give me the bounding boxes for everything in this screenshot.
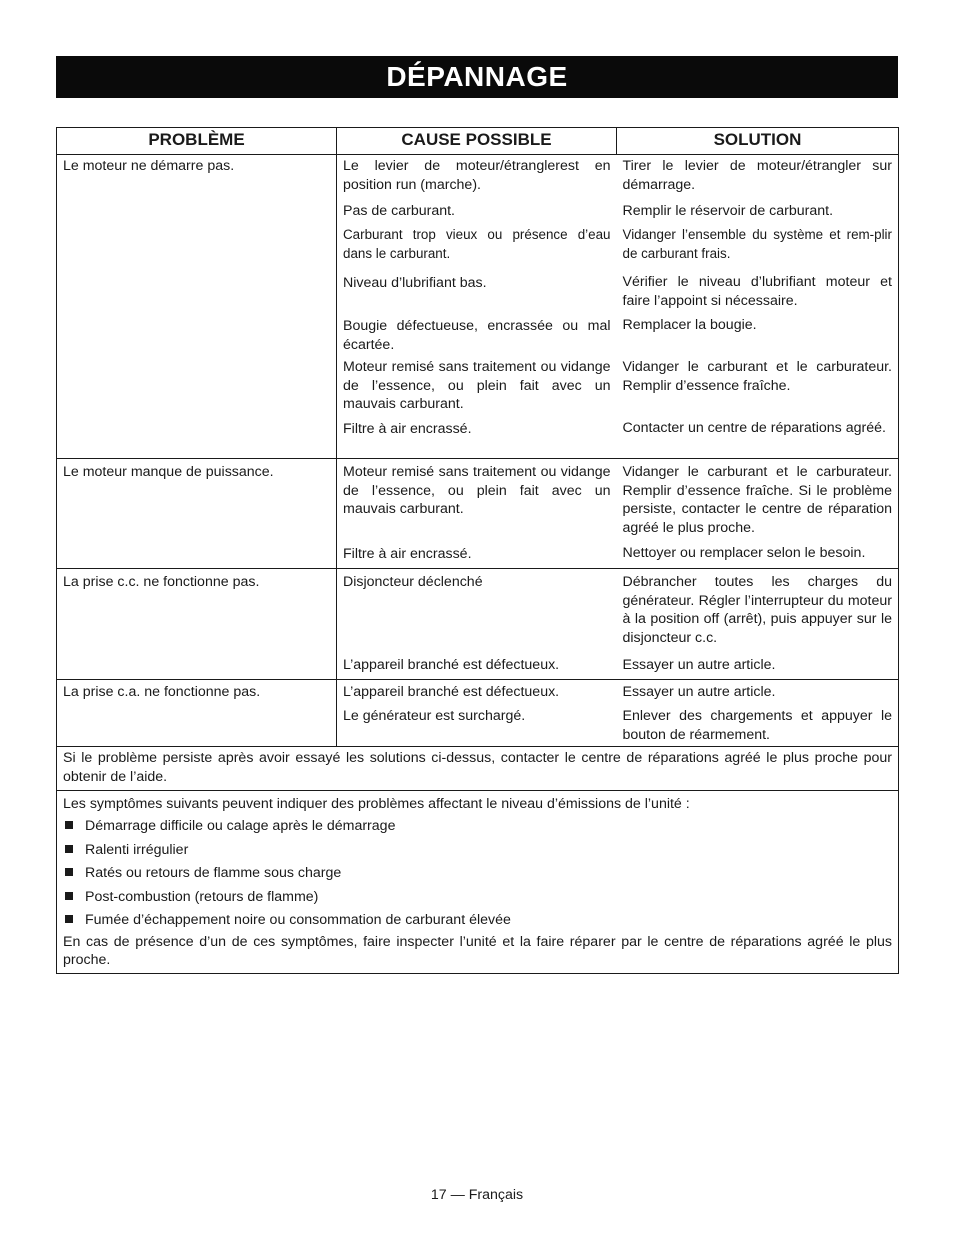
list-item: [63, 886, 892, 910]
header-solution: SOLUTION: [617, 128, 899, 155]
symptom-text: Ratés ou retours de flamme sous charge: [85, 865, 342, 881]
cause-text: L’appareil branché est défectueux.: [343, 684, 560, 700]
cause-text: Le levier de moteur/étranglerest en position run (marche).: [343, 158, 611, 193]
cause-solution-group: [337, 155, 899, 459]
problem-cell: [57, 155, 337, 459]
solution-text: Essayer un autre article.: [622, 657, 776, 673]
solution-text: Nettoyer ou remplacer selon le besoin.: [622, 545, 866, 561]
table-row: [57, 747, 899, 791]
symptom-text: Fumée d’échappement noire ou consommation de carburant élevée: [85, 912, 511, 928]
cause-text: Moteur remisé sans traitement ou vidange de l’essence, ou plein fait avec un mauvais carburant.: [343, 359, 611, 412]
cause-text: Pas de carburant.: [343, 203, 455, 219]
list-item: [63, 815, 892, 839]
symptom-text: Démarrage difficile ou calage après le démarrage: [85, 818, 396, 834]
list-item: [63, 839, 892, 863]
problem-cell: [57, 569, 337, 680]
cause-text: Niveau d’lubrifiant bas.: [343, 275, 487, 291]
solution-text: Vidanger l’ensemble du système et rem-plir de carburant frais.: [622, 227, 892, 261]
square-bullet-icon: [65, 821, 73, 829]
solution-text: Tirer le levier de moteur/étrangler sur démarrage.: [622, 158, 892, 193]
page-title-bar: [56, 56, 898, 98]
cause-text: Moteur remisé sans traitement ou vidange de l’essence, ou plein fait avec un mauvais carburant.: [343, 464, 611, 517]
solution-text: Remplacer la bougie.: [622, 317, 757, 333]
table-row: [57, 459, 899, 569]
emissions-intro: Les symptômes suivants peuvent indiquer des problèmes affectant le niveau d’émissions de l’unité :: [63, 796, 690, 812]
table-row: [57, 791, 899, 974]
square-bullet-icon: [65, 845, 73, 853]
cause-text: Disjoncteur déclenché: [343, 574, 483, 590]
problem-text: Le moteur manque de puissance.: [63, 464, 274, 480]
solution-text: Enlever des chargements et appuyer le bouton de réarmement.: [622, 708, 892, 743]
cause-text: Carburant trop vieux ou présence d’eau dans le carburant.: [343, 227, 611, 261]
solution-text: Débrancher toutes les charges du générateur. Régler l’interrupteur du moteur à la position off (arrêt), puis appuyer sur le disjoncteur c.c.: [622, 574, 892, 646]
cause-solution-group: [337, 459, 899, 569]
symptom-list: [63, 815, 892, 933]
problem-cell: [57, 680, 337, 747]
problem-text: La prise c.a. ne fonctionne pas.: [63, 684, 261, 700]
square-bullet-icon: [65, 915, 73, 923]
solution-text: Remplir le réservoir de carburant.: [622, 203, 834, 219]
cause-text: Bougie défectueuse, encrassée ou mal écartée.: [343, 318, 611, 353]
emissions-section: [57, 791, 899, 974]
cause-text: L’appareil branché est défectueux.: [343, 657, 560, 673]
cause-text: Filtre à air encrassé.: [343, 421, 472, 437]
square-bullet-icon: [65, 892, 73, 900]
header-cause: CAUSE POSSIBLE: [337, 128, 617, 155]
troubleshooting-table: [56, 127, 899, 974]
list-item: [63, 862, 892, 886]
cause-solution-group: [337, 569, 899, 680]
square-bullet-icon: [65, 868, 73, 876]
problem-cell: [57, 459, 337, 569]
header-problem: PROBLÈME: [57, 128, 337, 155]
solution-text: Vidanger le carburant et le carburateur. Remplir d’essence fraîche. Si le problème persiste, contacter le centre de réparation agréé le plus proche.: [622, 464, 892, 536]
solution-text: Contacter un centre de réparations agréé.: [622, 420, 886, 436]
table-header-row: [57, 128, 899, 155]
cause-solution-group: [337, 680, 899, 747]
persist-note: Si le problème persiste après avoir essayé les solutions ci-dessus, contacter le centre de réparations agréé le plus proche pour obtenir de l’aide.: [57, 747, 899, 791]
emissions-outro: En cas de présence d’un de ces symptômes, faire inspecter l’unité et la faire réparer par le centre de réparations agréé le plus proche.: [63, 933, 892, 968]
symptom-text: Post-combustion (retours de flamme): [85, 888, 319, 905]
symptom-text: Ralenti irrégulier: [85, 841, 189, 858]
list-item: [63, 909, 892, 933]
table-row: [57, 680, 899, 747]
cause-text: Filtre à air encrassé.: [343, 546, 472, 562]
table-row: [57, 569, 899, 680]
solution-text: Vidanger le carburant et le carburateur. Remplir d’essence fraîche.: [622, 359, 892, 394]
problem-text: Le moteur ne démarre pas.: [63, 158, 235, 174]
table-row: [57, 155, 899, 459]
problem-text: La prise c.c. ne fonctionne pas.: [63, 574, 260, 590]
solution-text: Essayer un autre article.: [622, 684, 776, 700]
cause-text: Le générateur est surchargé.: [343, 708, 526, 724]
page-footer: 17 — Français: [430, 1187, 524, 1203]
solution-text: Vérifier le niveau d’lubrifiant moteur et faire l’appoint si nécessaire.: [622, 274, 892, 309]
page-title: DÉPANNAGE: [386, 61, 568, 92]
